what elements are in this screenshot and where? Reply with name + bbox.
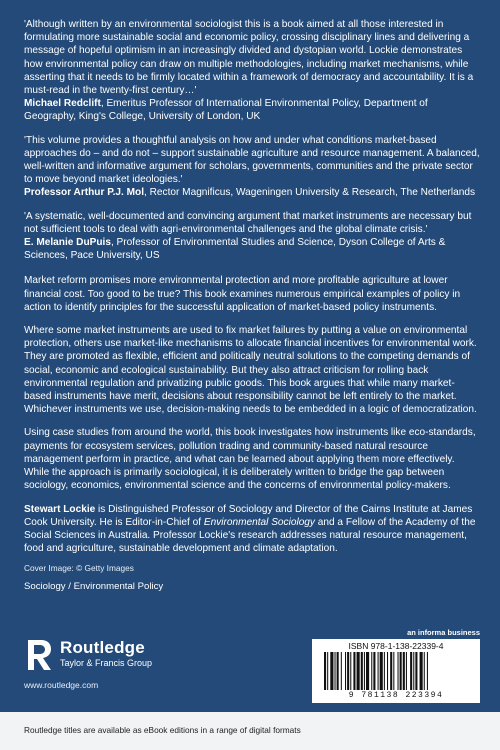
- body-paragraph-1: Market reform promises more environmental protection and more profitable agriculture at lower financial cost. Too good to be true? This book examines numerous empirical examples of policy in action to identify principles for the successful application of market-based policy instruments.: [24, 275, 461, 313]
- publisher-website[interactable]: www.routledge.com: [24, 680, 99, 690]
- endorsement-1: [24, 18, 480, 124]
- quote-author: E. Melanie DuPuis: [24, 237, 111, 249]
- quote-attribution: [24, 186, 480, 199]
- endorsement-2: [24, 134, 480, 200]
- quote-attribution: [24, 236, 480, 262]
- ebook-note: Routledge titles are available as eBook editions in a range of digital formats: [24, 725, 301, 735]
- endorsement-3: [24, 210, 480, 263]
- author-bio: [24, 503, 480, 556]
- subject-category: Sociology / Environmental Policy: [24, 581, 164, 593]
- quote-author: Professor Arthur P.J. Mol: [24, 187, 145, 199]
- routledge-logo-icon: [24, 638, 54, 672]
- publisher-name: Routledge: [60, 638, 145, 657]
- bio-text-after: and a Fellow of the Academy of the Social Sciences in Australia. Professor Lockie's research addresses natural resource management, food and agriculture, sustainable development and climate adaptation.: [24, 516, 476, 555]
- bio-text-before: is Distinguished Professor of Sociology and Director of the Cairns Institute at James Cook University. He is Editor-in-Chief of: [24, 503, 473, 528]
- quote-attribution: [24, 97, 480, 123]
- body-paragraph-3: Using case studies from around the world, this book investigates how instruments like eco-standards, payments for ecosystem services, pollution trading and community-based natural resource management perform in practice, and what can be learned about applying them more effectively. While the approach is primarily sociological, it is deliberately written to bridge the gap between sociology, economics, environmental science and the concerns of environmental policy-makers.: [24, 427, 476, 492]
- informa-imprint: an informa business: [407, 628, 480, 637]
- quote-text: 'Although written by an environmental sociologist this is a book aimed at all those interested in formulating more sustainable social and economic policy, crossing disciplinary lines and delivering a message of hopeful optimism in an increasingly divided and dystopian world. Lockie demonstrates how environmental policy can draw on multiple methodologies, including market mechanisms, while asserting that it needs to be firmly located within a framework of democracy and accountability. It is a must-read in the twenty-first century…': [24, 19, 474, 97]
- cover-text: [24, 18, 480, 593]
- publisher-footer: [24, 628, 480, 704]
- quote-affiliation: , Rector Magnificus, Wageningen University & Research, The Netherlands: [144, 187, 476, 199]
- quote-author: Michael Redclift: [24, 98, 101, 110]
- quote-affiliation: , Emeritus Professor of International Environmental Policy, Department of Geography, King's College, University of London, UK: [24, 98, 428, 123]
- cover-image-credit: Cover Image: © Getty Images: [24, 563, 134, 574]
- publisher-logo: [24, 634, 244, 694]
- quote-affiliation: , Professor of Environmental Studies and Science, Dyson College of Arts & Sciences, Pace University, US: [24, 237, 446, 262]
- quote-text: 'This volume provides a thoughtful analysis on how and under what conditions market-based approaches do – and do not – support sustainable agriculture and resource management. A balanced, well-written and informative argument for scholars, governments, communities and the private sector to move beyond market ideologies.': [24, 134, 480, 186]
- body-paragraph-2: Where some market instruments are used to fix market failures by putting a value on environmental protection, others use market-like mechanisms to allocate financial incentives for environmental work. They are promoted as flexible, efficient and politically neutral solutions to the competing demands of social, economic and ecological sustainability. But they also attract criticism for rolling back environmental regulation and privatizing public goods. This book argues that while many market-based instruments have merit, decisions about responsibility cannot be left entirely to the market. Whichever instruments we use, decision-making needs to be embedded in a logic of democratization.: [24, 325, 477, 416]
- bio-journal: Environmental Sociology: [203, 516, 315, 528]
- barcode-bars: [322, 652, 470, 692]
- barcode-digits: 9 781138 223394: [348, 691, 444, 700]
- bio-name: Stewart Lockie: [24, 503, 96, 515]
- quote-text: 'A systematic, well-documented and convincing argument that market instruments are necessary but not sufficient tools to deal with agri-environmental challenges and the global climate crisis.': [24, 210, 472, 235]
- barcode: [312, 639, 480, 703]
- publisher-group: Taylor & Francis Group: [60, 658, 153, 668]
- isbn-label: ISBN 978-1-138-22339-4: [348, 641, 444, 651]
